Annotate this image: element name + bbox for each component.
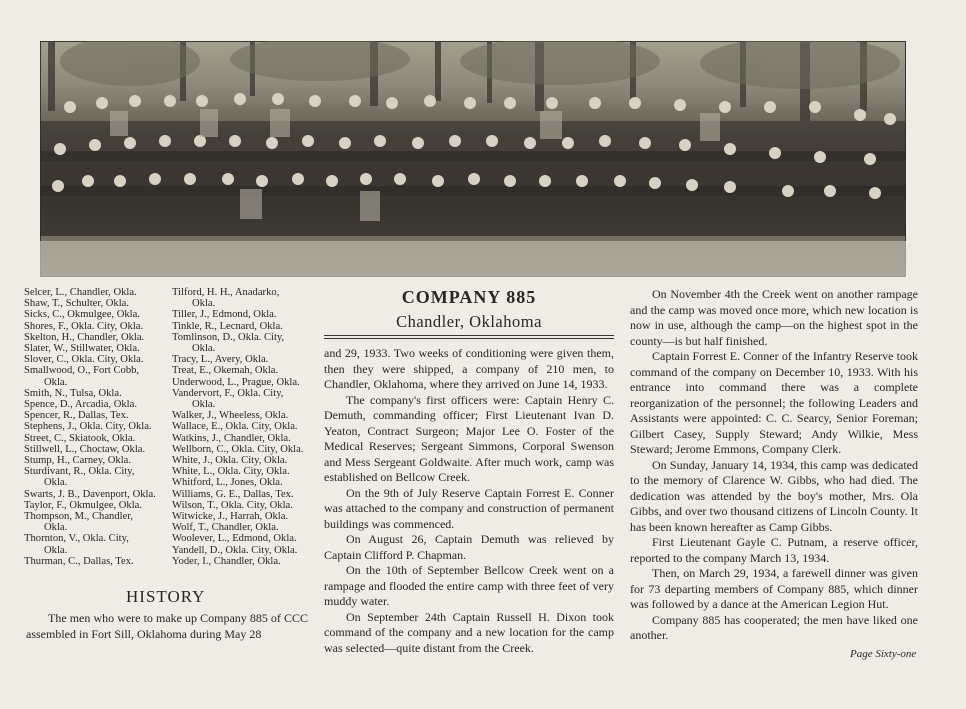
company-title: COMPANY 885 — [401, 287, 537, 307]
right-column-text — [630, 287, 918, 644]
roster-entry: Tomlinson, D., Okla. City, — [172, 331, 285, 343]
roster-entry: Yoder, I., Chandler, Okla. — [172, 555, 281, 567]
roster-entry: Walker, J., Wheeless, Okla. — [172, 410, 289, 422]
paragraph: and 29, 1933. Two weeks of conditioning were given them, then they were shipped, a company of 210 men, to Chandler, Oklahoma, where they arrived on June 14, 1933. — [324, 346, 614, 391]
paragraph: Company 885 has cooperated; the men have liked one another. — [630, 612, 918, 642]
roster-entry: White, L., Okla. City, Okla. — [172, 466, 290, 478]
roster-entry: Wolf, T., Chandler, Okla. — [172, 522, 279, 534]
roster-entry: Stephens, J., Okla. City, Okla. — [24, 421, 152, 433]
roster-entry: Wilson, T., Okla. City, Okla. — [172, 499, 293, 511]
roster-entry: Wallace, E., Okla. City, Okla. — [172, 421, 298, 433]
paragraph: On August 26, Captain Demuth was relieved by Captain Clifford P. Chapman. — [324, 532, 614, 562]
roster-entry: Okla. — [44, 477, 68, 489]
roster-entry: Shores, F., Okla. City, Okla. — [24, 320, 144, 332]
roster-entry: Selcer, L., Chandler, Okla. — [24, 287, 137, 298]
roster-entry: Slover, C., Okla. City, Okla. — [24, 354, 144, 366]
roster-entry: Street, C., Skiatook, Okla. — [24, 432, 136, 444]
roster-entry: Thompson, M., Chandler, — [24, 511, 134, 523]
title-rule — [324, 338, 614, 339]
roster-entry: Thornton, V., Okla. City, — [24, 533, 129, 545]
roster-entry: Swarts, J. B., Davenport, Okla. — [24, 488, 156, 500]
roster-entry: Spence, D., Arcadia, Okla. — [24, 399, 137, 411]
group-photo-image — [40, 41, 906, 277]
roster-entry: Okla. — [44, 522, 68, 534]
roster-entry: Stump, H., Carney, Okla. — [24, 455, 132, 467]
roster-entry: Tracy, L., Avery, Okla. — [172, 354, 269, 366]
roster-entry: Witwicke, J., Harrah, Okla. — [172, 511, 289, 523]
history-heading: HISTORY — [126, 587, 206, 606]
title-rule — [324, 335, 614, 336]
roster-entry: Sturdivant, R., Okla. City, — [24, 466, 135, 478]
roster-entry: Sicks, C., Okmulgee, Okla. — [24, 309, 140, 321]
roster-entry: Stillwell, L., Choctaw, Okla. — [24, 443, 146, 455]
roster-entry: Wellborn, C., Okla. City, Okla. — [172, 443, 304, 455]
roster-entry: Woolever, L., Edmond, Okla. — [172, 533, 297, 545]
roster-entry: Tilford, H. H., Anadarko, — [172, 287, 280, 298]
paragraph: On the 9th of July Reserve Captain Forrest E. Conner was attached to the company and construction of permanent buildings was commenced. — [324, 485, 614, 531]
roster-entry: Okla. — [192, 298, 216, 310]
group-photo — [40, 41, 906, 277]
paragraph: On the 10th of September Bellcow Creek went on a rampage and flooded the entire camp with three feet of very muddy water. — [324, 563, 614, 608]
roster-entry: Smith, N., Tulsa, Okla. — [24, 387, 122, 399]
roster-entry: Vandervort, F., Okla. City, — [172, 387, 284, 399]
roster-entry: Okla. — [192, 343, 216, 355]
middle-column-text — [324, 346, 614, 656]
roster-entry: Slater, W., Stillwater, Okla. — [24, 343, 140, 355]
roster-entry: Taylor, F., Okmulgee, Okla. — [24, 499, 143, 511]
roster-entry: Smallwood, O., Fort Cobb, — [24, 365, 140, 377]
roster-entry: Okla. — [192, 399, 216, 411]
history-text: The men who were to make up Company 885 of CCC assembled in Fort Sill, Oklahoma during May 28 — [26, 611, 308, 641]
roster-entry: Watkins, J., Chandler, Okla. — [172, 432, 291, 444]
paragraph: Captain Forrest E. Conner of the Infantry Reserve took command of the company on December 10, 1933. With his entrance into command there was a complete reorganization of the personnel; the following Leaders and Assistants were appointed: C. C. Searcy, Senior Foreman; Gilbert Casey, Supply Steward; Andy Wilkie, Mess Steward; Jerome Emmons, Company Clerk. — [630, 349, 918, 456]
paragraph: First Lieutenant Gayle C. Putnam, a reserve officer, reported to the company March 13, 1934. — [630, 535, 918, 565]
roster-entry: Whitford, L., Jones, Okla. — [172, 477, 283, 489]
roster-entry: Yandell, D., Okla. City, Okla. — [172, 544, 298, 556]
roster-column-1 — [24, 287, 174, 567]
paragraph: On September 24th Captain Russell H. Dixon took command of the company and a new location for the camp was selected—quite distant from the Creek. — [324, 609, 614, 655]
company-subtitle: Chandler, Oklahoma — [396, 312, 542, 331]
paragraph: Then, on March 29, 1934, a farewell dinner was given for 73 departing members of Company 885, which dinner was followed by a dance at the American Legion Hut. — [630, 566, 918, 611]
roster-entry: Treat, E., Okemah, Okla. — [172, 365, 279, 377]
paragraph: On November 4th the Creek went on another rampage and the camp was moved once more, which new location is now in use, although the camp—on the highest spot in the county—is but half finished. — [630, 287, 918, 348]
roster-entry: Spencer, R., Dallas, Tex. — [24, 410, 129, 422]
roster-entry: Skelton, H., Chandler, Okla. — [24, 331, 145, 343]
roster-entry: White, J., Okla. City, Okla. — [172, 455, 288, 467]
roster-column-2 — [172, 287, 332, 567]
roster-entry: Okla. — [44, 544, 68, 556]
paragraph: On Sunday, January 14, 1934, this camp was dedicated to the memory of Clarence W. Gibbs, who had died. The dedication was attended by the boy's mother, Mrs. Ola Gibbs, and over two thousand citizens of Lincoln County. It has been known hereafter as Camp Gibbs. — [630, 457, 918, 534]
roster-entry: Okla. — [44, 376, 68, 388]
roster-entry: Tiller, J., Edmond, Okla. — [172, 309, 277, 321]
roster-entry: Williams, G. E., Dallas, Tex. — [172, 488, 294, 500]
roster-entry: Shaw, T., Schulter, Okla. — [24, 298, 130, 310]
roster-entry: Underwood, L., Prague, Okla. — [172, 376, 300, 388]
roster-entry: Thurman, C., Dallas, Tex. — [24, 555, 134, 567]
page-number: Page Sixty-one — [850, 648, 917, 660]
paragraph: The company's first officers were: Captain Henry C. Demuth, commanding officer; First Lieutenant Ivan D. Yeaton, Contract Surgeon; Major Lee O. Foster of the Medical Reserves; Sergeant Simmons, Corporal Swenson and Mess Sergeant Goldwaite. After much work, camp was established on Bellcow Creek. — [324, 392, 614, 484]
roster-entry: Tinkle, R., Lecnard, Okla. — [172, 320, 283, 332]
